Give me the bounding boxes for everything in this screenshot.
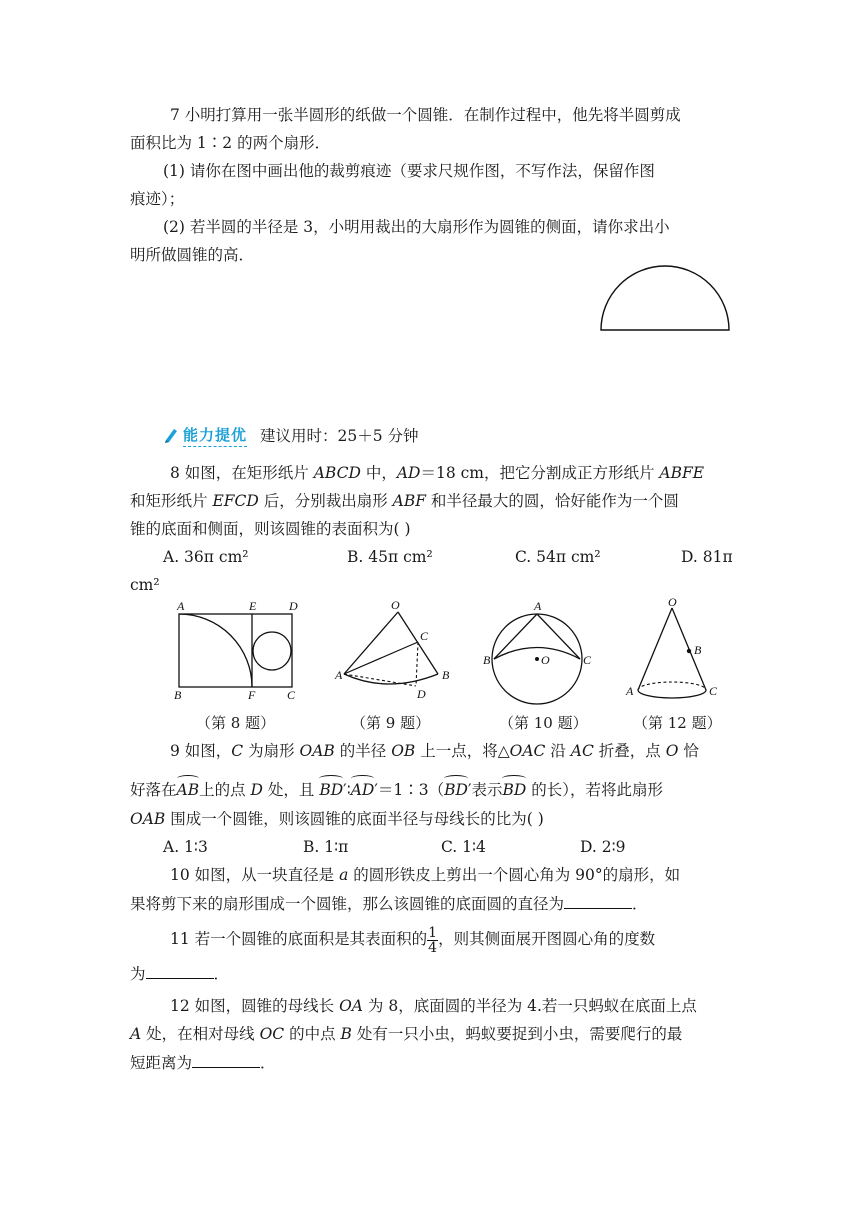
arc-BD: BD <box>444 781 468 799</box>
arc-BD: BD <box>319 781 344 799</box>
figure-9 <box>332 598 462 706</box>
semicircle-figure <box>598 264 734 336</box>
q11-text: ，则其侧面展开图圆心角的度数 <box>438 930 656 948</box>
q12-text: 的中点 <box>284 1025 341 1043</box>
q9-text: 9 如图， <box>170 742 232 760</box>
q7-line-1: 7 小明打算用一张半圆形的纸做一个圆锥．在制作过程中，他先将半圆剪成 <box>170 106 681 124</box>
label-A: A <box>335 668 343 682</box>
section-badge-text: 能力提优 <box>183 424 247 447</box>
q9-var: D <box>250 781 263 799</box>
answer-blank[interactable] <box>564 892 632 909</box>
q8-option-a: A. 36π cm² <box>163 548 249 566</box>
q12-var: A <box>130 1025 142 1043</box>
q9-line-2 <box>130 779 663 801</box>
q8-var: AD <box>396 464 421 482</box>
q11-text: ． <box>213 965 230 983</box>
q8-text: 和矩形纸片 <box>130 492 213 510</box>
label-B: B <box>174 688 182 702</box>
q9-text: 为扇形 <box>243 742 300 760</box>
pencil-icon <box>163 426 179 444</box>
q9-text: 沿 <box>545 742 571 760</box>
q9-option-a: A. 1∶3 <box>163 838 208 856</box>
q8-option-d-unit: cm² <box>130 576 160 594</box>
q9-text: ′表示 <box>467 781 503 799</box>
label-O: O <box>541 653 550 667</box>
label-O: O <box>391 598 400 612</box>
label-O: O <box>668 595 677 609</box>
label-A: A <box>177 599 185 613</box>
q9-text: 上一点，将△ <box>415 742 510 760</box>
q8-text: 后，分别裁出扇形 <box>258 492 393 510</box>
q8-line-3: 锥的底面和侧面，则该圆锥的表面积为( ) <box>130 520 411 538</box>
caption-fig12: （第 12 题） <box>633 714 722 732</box>
q8-var: ABCD <box>313 464 361 482</box>
q9-text: 处，且 <box>262 781 320 799</box>
label-A: A <box>626 684 634 698</box>
label-E: E <box>249 599 257 613</box>
q8-var: EFCD <box>212 492 259 510</box>
figure-8 <box>170 598 310 706</box>
q7-line-2: 面积比为 1∶2 的两个扇形． <box>130 134 331 152</box>
q9-text: ′∶ <box>343 781 351 799</box>
label-A: A <box>534 599 542 613</box>
q10-line-1 <box>170 864 680 886</box>
fraction-one-quarter <box>427 926 438 955</box>
q10-text: 的圆形铁皮上剪出一个圆心角为 90°的扇形，如 <box>348 866 681 884</box>
q8-line-1 <box>170 462 704 484</box>
figure-10 <box>480 598 600 706</box>
q9-text: 恰 <box>678 742 699 760</box>
q7-line-6: 明所做圆锥的高． <box>130 246 255 264</box>
q9-text: 的长），若将此扇形 <box>526 781 663 799</box>
frac-denominator: 4 <box>428 939 438 956</box>
q9-option-c: C. 1∶4 <box>441 838 486 856</box>
q7-line-3: (1) 请你在图中画出他的裁剪痕迹（要求尺规作图，不写作法，保留作图 <box>163 162 655 180</box>
q12-line-1 <box>170 995 697 1017</box>
figure-12 <box>622 594 732 706</box>
q9-var: OAB <box>299 742 335 760</box>
q11-line-2 <box>130 962 229 985</box>
q10-line-2 <box>130 892 648 915</box>
section-time: 建议用时：25＋5 分钟 <box>260 427 419 445</box>
q12-line-2 <box>130 1023 682 1045</box>
caption-fig10: （第 10 题） <box>499 714 588 732</box>
label-C: C <box>709 684 718 698</box>
arc-BD: BD <box>502 781 527 799</box>
label-B: B <box>442 668 450 682</box>
q9-var: OB <box>391 742 416 760</box>
q8-line-2 <box>130 490 679 512</box>
q8-text: ＝18 cm，把它分割成正方形纸片 <box>420 464 660 482</box>
label-D: D <box>289 599 298 613</box>
q9-text: 的半径 <box>334 742 392 760</box>
q10-text: 10 如图，从一块直径是 <box>170 866 340 884</box>
q12-text: 处有一只小虫，蚂蚁要捉到小虫，需要爬行的最 <box>351 1025 683 1043</box>
arc-AB: AB <box>176 781 200 799</box>
caption-fig8: （第 8 题） <box>196 714 276 732</box>
q8-text: 中， <box>360 464 397 482</box>
arc-AD: AD <box>350 781 375 799</box>
q12-text: ． <box>260 1054 276 1072</box>
label-B: B <box>694 643 702 657</box>
q9-text: 好落在 <box>130 781 177 799</box>
q12-var: OA <box>339 997 363 1015</box>
q8-option-d: D. 81π <box>681 548 733 566</box>
q9-var: AC <box>570 742 594 760</box>
q10-text: 果将剪下来的扇形围成一个圆锥，那么该圆锥的底面圆的直径为 <box>130 895 565 913</box>
q7-line-5: (2) 若半圆的半径是 3，小明用裁出的大扇形作为圆锥的侧面，请你求出小 <box>163 218 670 236</box>
q9-var: C <box>231 742 244 760</box>
q8-text: 8 如图，在矩形纸片 <box>170 464 314 482</box>
frac-numerator: 1 <box>428 924 438 941</box>
label-C: C <box>583 653 592 667</box>
q11-text: 11 若一个圆锥的底面积是其表面积的 <box>170 930 428 948</box>
q9-text: ′＝1∶3（ <box>374 781 445 799</box>
q10-var: a <box>339 866 349 884</box>
q9-line-3 <box>130 808 544 830</box>
q12-text: 短距离为 <box>130 1054 193 1072</box>
q12-var: B <box>340 1025 352 1043</box>
q8-var: ABFE <box>659 464 705 482</box>
answer-blank[interactable] <box>192 1051 260 1068</box>
label-F: F <box>248 688 256 702</box>
q12-var: OC <box>259 1025 285 1043</box>
q8-text: 和半径最大的圆，恰好能作为一个圆 <box>426 492 679 510</box>
q12-line-3 <box>130 1051 276 1074</box>
q8-var: ABF <box>392 492 426 510</box>
q9-option-b: B. 1∶π <box>303 838 349 856</box>
q11-text: 为 <box>130 965 146 983</box>
answer-blank[interactable] <box>146 962 214 979</box>
label-C: C <box>287 688 296 702</box>
q9-text: 围成一个圆锥，则该圆锥的底面半径与母线长的比为( ) <box>165 810 544 828</box>
q11-line-1 <box>170 924 655 955</box>
section-header <box>163 424 247 446</box>
label-D: D <box>417 687 426 701</box>
q9-line-1 <box>170 740 699 762</box>
q9-var: OAC <box>509 742 546 760</box>
q9-option-d: D. 2∶9 <box>580 838 626 856</box>
q9-text: 折叠，点 <box>593 742 666 760</box>
q9-text: 上的点 <box>199 781 251 799</box>
q12-text: 处，在相对母线 <box>141 1025 260 1043</box>
q10-text: ． <box>632 895 648 913</box>
q8-option-b: B. 45π cm² <box>347 548 433 566</box>
label-B: B <box>483 653 491 667</box>
q9-var: O <box>665 742 679 760</box>
caption-fig9: （第 9 题） <box>351 714 431 732</box>
q12-text: 12 如图，圆锥的母线长 <box>170 997 340 1015</box>
q7-line-4: 痕迹）； <box>130 190 185 208</box>
q8-option-c: C. 54π cm² <box>515 548 601 566</box>
label-C: C <box>420 629 429 643</box>
q12-text: 为 8，底面圆的半径为 4.若一只蚂蚁在底面上点 <box>362 997 697 1015</box>
q9-var: OAB <box>130 810 166 828</box>
